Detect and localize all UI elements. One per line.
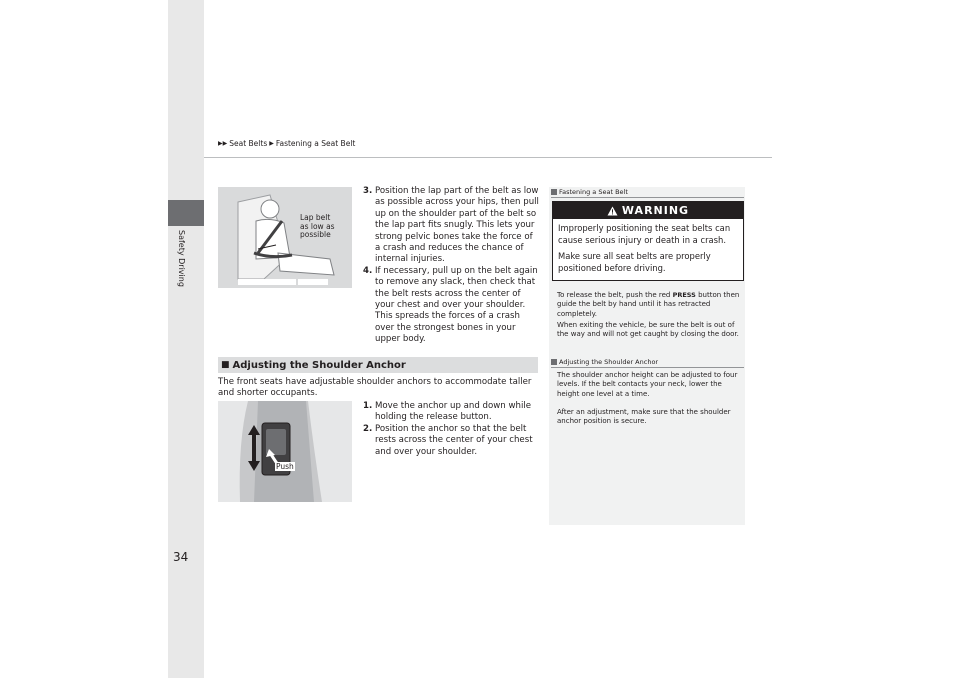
breadcrumb-item-seat-belts[interactable]: Seat Belts xyxy=(229,139,268,148)
shoulder-anchor-illustration xyxy=(218,401,352,502)
step-text: Move the anchor up and down while holding the release button. xyxy=(375,401,532,423)
warning-body xyxy=(553,219,743,283)
warning-title: WARNING xyxy=(621,204,690,217)
note-rule xyxy=(551,197,744,198)
note-icon xyxy=(551,359,557,365)
sidebar-label: Safety Driving xyxy=(177,230,186,287)
callout-line: as low as xyxy=(300,221,335,231)
step-item xyxy=(363,424,539,458)
release-note xyxy=(557,291,741,319)
breadcrumb xyxy=(218,139,355,148)
press-label: PRESS xyxy=(672,291,696,299)
step-text: If necessary, pull up on the belt again to remove any slack, then check that the belt rests across the center of your chest and over your shoulder. This spreads the forces of a crash over the strongest bones in your upper body. xyxy=(375,265,538,345)
breadcrumb-item-fastening[interactable]: Fastening a Seat Belt xyxy=(275,139,356,148)
release-text: button then guide the belt by hand until it has retracted completely. xyxy=(557,291,740,318)
sidebar-tab[interactable] xyxy=(168,200,204,226)
warning-title-bar xyxy=(553,202,743,219)
page-number: 34 xyxy=(173,550,189,564)
note-rule xyxy=(551,367,744,368)
section-intro: The front seats have adjustable shoulder anchors to accommodate taller and shorter occupants. xyxy=(218,377,532,399)
anchor-note-2: After an adjustment, make sure that the shoulder anchor position is secure. xyxy=(557,408,731,426)
note-title: Adjusting the Shoulder Anchor xyxy=(559,358,659,366)
lap-belt-figure xyxy=(218,187,352,288)
header-rule xyxy=(204,157,772,158)
step-text: Position the lap part of the belt as low as possible across your hips, then pull up on the shoulder part of the belt so the lap part fits snugly. This lets your strong pelvic bones take the force of a crash and reduces the chance of internal injuries. xyxy=(375,186,539,265)
lap-belt-callout xyxy=(300,214,335,240)
breadcrumb-arrow-icon: ▶ xyxy=(269,140,274,147)
steps-top xyxy=(363,186,539,346)
section-heading xyxy=(218,357,538,373)
warning-icon xyxy=(607,206,618,216)
anchor-note-1: The shoulder anchor height can be adjusted to four levels. If the belt contacts your neck, lower the height one level at a time. xyxy=(557,371,738,398)
exit-note: When exiting the vehicle, be sure the belt is out of the way and will not get caught by closing the door. xyxy=(557,321,739,339)
release-text: To release the belt, push the red xyxy=(557,291,671,299)
callout-line: possible xyxy=(300,230,331,240)
sidebar xyxy=(168,0,204,678)
callout-line: Lap belt xyxy=(300,213,331,222)
step-number: 4. xyxy=(363,265,373,276)
warning-text: Make sure all seat belts are properly positioned before driving. xyxy=(558,251,711,273)
breadcrumb-arrow-icon: ▶▶ xyxy=(218,140,228,147)
note-heading-fastening xyxy=(551,188,628,196)
step-number: 1. xyxy=(363,401,373,411)
step-item xyxy=(363,401,539,424)
shoulder-anchor-figure xyxy=(218,401,352,502)
note-icon xyxy=(551,189,557,195)
step-number: 3. xyxy=(363,186,373,196)
step-item xyxy=(363,266,539,346)
step-item xyxy=(363,186,539,266)
square-bullet-icon: ■ xyxy=(221,360,230,370)
warning-box xyxy=(552,201,744,281)
step-text: Position the anchor so that the belt rests across the center of your chest and over your shoulder. xyxy=(375,423,533,457)
step-number: 2. xyxy=(363,423,373,434)
steps-section xyxy=(363,401,539,458)
warning-text: Improperly positioning the seat belts can cause serious injury or death in a crash. xyxy=(558,223,731,245)
section-heading-text: Adjusting the Shoulder Anchor xyxy=(232,359,406,371)
note-title: Fastening a Seat Belt xyxy=(559,188,628,196)
note-heading-anchor xyxy=(551,358,658,366)
push-label: Push xyxy=(276,462,294,471)
